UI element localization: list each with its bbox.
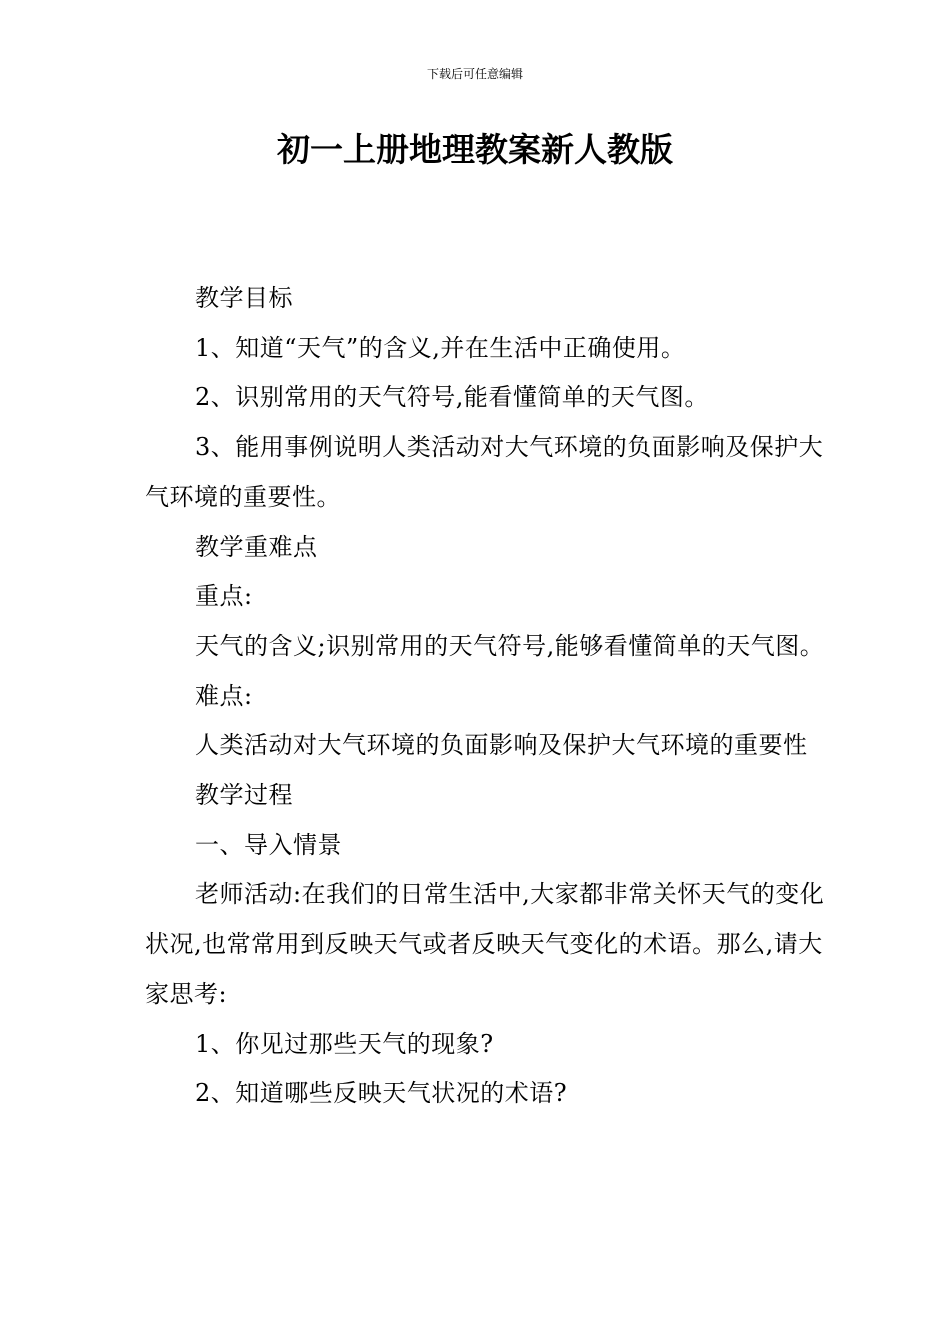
paragraph-teaching-process-heading: 教学过程 xyxy=(195,781,293,810)
paragraph-section-intro: 一、导入情景 xyxy=(195,830,342,859)
paragraph-difficult-points-label: 难点: xyxy=(195,681,253,710)
paragraph-key-points-label: 重点: xyxy=(195,582,253,611)
paragraph-goal-2: 2、识别常用的天气符号,能看懂简单的天气图。 xyxy=(195,383,709,412)
document-title: 初一上册地理教案新人教版 xyxy=(277,130,673,169)
paragraph-key-difficult-heading: 教学重难点 xyxy=(195,532,318,561)
paragraph-teaching-goals-heading: 教学目标 xyxy=(195,284,293,312)
paragraph-question-1: 1、你见过那些天气的现象? xyxy=(195,1029,494,1058)
paragraph-difficult-points: 人类活动对大气环境的负面影响及保护大气环境的重要性 xyxy=(195,731,808,760)
paragraph-teacher-activity: 老师活动:在我们的日常生活中,大家都非常关怀天气的变化状况,也常常用到反映天气或者反映天气变化的术语。那么,请大家思考: xyxy=(145,880,825,1008)
document-body xyxy=(145,274,835,1119)
paragraph-question-2: 2、知道哪些反映天气状况的术语? xyxy=(195,1079,568,1108)
page-header-note: 下载后可任意编辑 xyxy=(426,67,523,81)
paragraph-key-points: 天气的含义;识别常用的天气符号,能够看懂简单的天气图。 xyxy=(195,631,825,660)
paragraph-goal-3: 3、能用事例说明人类活动对大气环境的负面影响及保护大气环境的重要性。 xyxy=(145,433,824,511)
paragraph-goal-1: 1、知道“天气”的含义,并在生活中正确使用。 xyxy=(195,333,686,362)
